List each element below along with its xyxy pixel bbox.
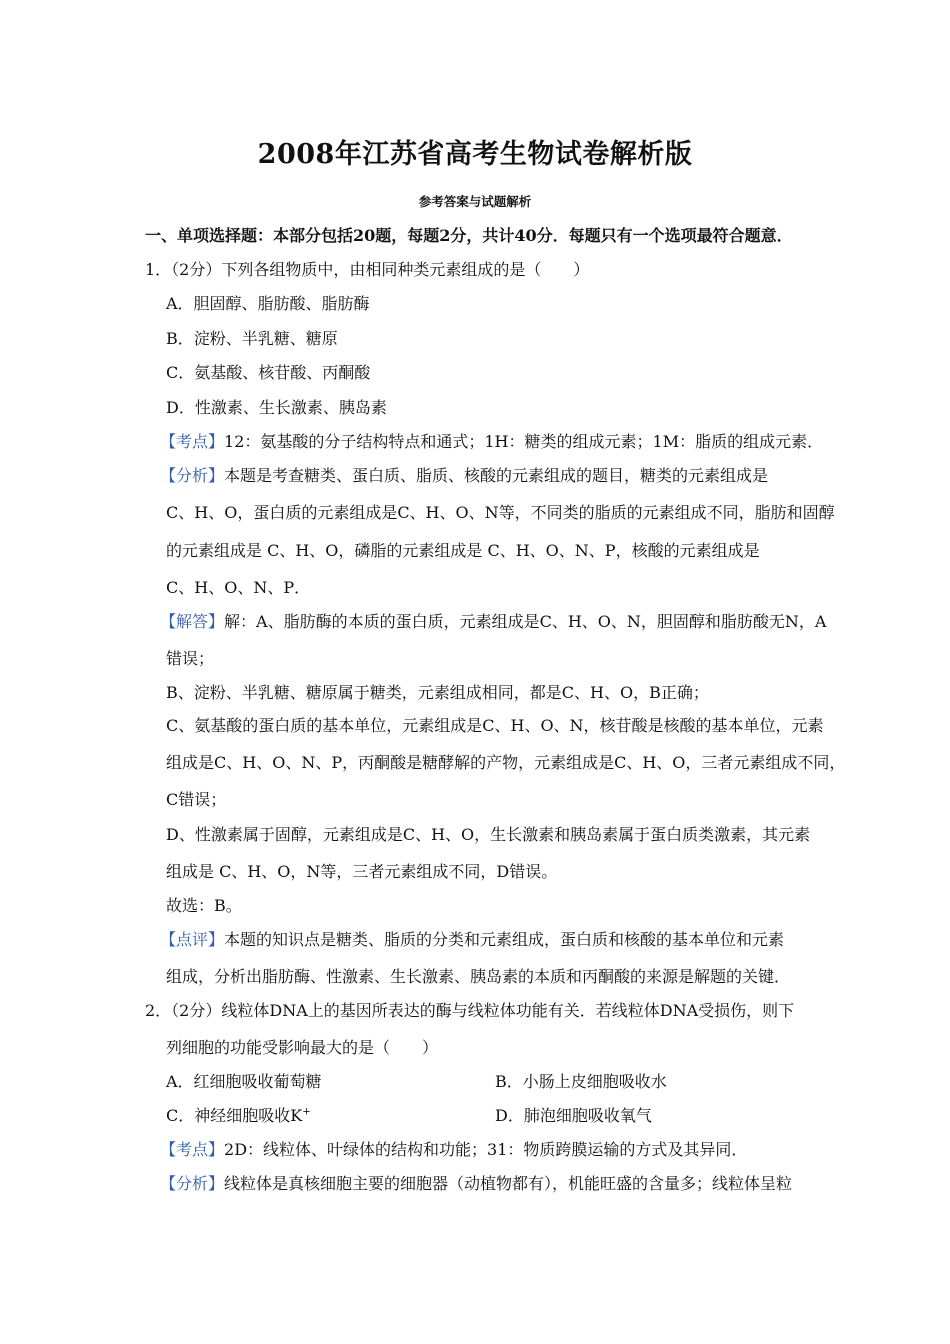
section-heading: 一、单项选择题：本部分包括20题，每题2分，共计40分．每题只有一个选项最符合题意． bbox=[145, 226, 793, 245]
jieda-line: C、氨基酸的蛋白质的基本单位，元素组成是C、H、O、N，核苷酸是核酸的基本单位，元素 bbox=[166, 716, 824, 735]
q1-jieda bbox=[160, 612, 826, 632]
jieda-line: 解：A、脂肪酶的本质的蛋白质，元素组成是C、H、O、N，胆固醇和脂肪酸无N，A bbox=[224, 612, 827, 631]
q2-fenxi bbox=[160, 1174, 792, 1194]
q1-fenxi bbox=[160, 466, 768, 486]
kaodian-tag: 【考点】 bbox=[160, 1140, 225, 1159]
jieda-line: B、淀粉、半乳糖、糖原属于糖类，元素组成相同，都是C、H、O，B正确； bbox=[166, 683, 709, 702]
q2-option-c-sup: + bbox=[302, 1106, 311, 1118]
jieda-line: 组成是 C、H、O，N等，三者元素组成不同，D错误。 bbox=[166, 862, 558, 881]
jieda-line: C错误； bbox=[166, 790, 227, 809]
q2-option-c bbox=[166, 1106, 311, 1126]
q1-option-b: B．淀粉、半乳糖、糖原 bbox=[166, 329, 338, 348]
q2-stem: 2．（2分）线粒体DNA上的基因所表达的酶与线粒体功能有关．若线粒体DNA受损伤，则下 bbox=[145, 1001, 795, 1020]
dianping-tag: 【点评】 bbox=[160, 930, 225, 949]
kaodian-text: 2D：线粒体、叶绿体的结构和功能；31：物质跨膜运输的方式及其异同． bbox=[224, 1140, 748, 1159]
q2-option-a: A．红细胞吸收葡萄糖 bbox=[166, 1072, 322, 1091]
fenxi-line: C、H、O、N、P． bbox=[166, 578, 311, 597]
q2-kaodian bbox=[160, 1140, 747, 1160]
fenxi-line: 的元素组成是 C、H、O，磷脂的元素组成是 C、H、O、N、P，核酸的元素组成是 bbox=[166, 541, 760, 560]
document-title: 2008年江苏省高考生物试卷解析版 bbox=[257, 139, 693, 170]
q2-stem: 列细胞的功能受影响最大的是（ ） bbox=[166, 1038, 439, 1057]
dianping-line: 本题的知识点是糖类、脂质的分类和元素组成，蛋白质和核酸的基本单位和元素 bbox=[224, 930, 785, 949]
q1-option-a: A．胆固醇、脂肪酸、脂肪酶 bbox=[166, 294, 370, 313]
jieda-line: 故选：B。 bbox=[166, 896, 242, 915]
q1-stem: 1．（2分）下列各组物质中，由相同种类元素组成的是（ ） bbox=[145, 260, 590, 279]
q1-option-c: C．氨基酸、核苷酸、丙酮酸 bbox=[166, 363, 371, 382]
fenxi-text: 线粒体是真核细胞主要的细胞器（动植物都有），机能旺盛的含量多；线粒体呈粒 bbox=[224, 1174, 793, 1193]
q2-option-d: D．肺泡细胞吸收氧气 bbox=[495, 1106, 652, 1125]
fenxi-line: 本题是考查糖类、蛋白质、脂质、核酸的元素组成的题目，糖类的元素组成是 bbox=[224, 466, 769, 485]
jieda-line: 组成是C、H、O、N、P，丙酮酸是糖酵解的产物，元素组成是C、H、O，三者元素组成不同， bbox=[166, 753, 846, 772]
q1-dianping bbox=[160, 930, 784, 950]
fenxi-tag: 【分析】 bbox=[160, 1174, 225, 1193]
q2-option-b: B．小肠上皮细胞吸收水 bbox=[495, 1072, 667, 1091]
fenxi-tag: 【分析】 bbox=[160, 466, 225, 485]
q1-kaodian bbox=[160, 432, 823, 452]
kaodian-tag: 【考点】 bbox=[160, 432, 225, 451]
jieda-line: D、性激素属于固醇，元素组成是C、H、O，生长激素和胰岛素属于蛋白质类激素，其元素 bbox=[166, 825, 811, 844]
q2-option-c-text: C．神经细胞吸收K bbox=[166, 1106, 303, 1125]
fenxi-line: C、H、O，蛋白质的元素组成是C、H、O、N等，不同类的脂质的元素组成不同，脂肪和固醇 bbox=[166, 503, 835, 522]
document-subtitle: 参考答案与试题解析 bbox=[418, 194, 532, 209]
jieda-tag: 【解答】 bbox=[160, 612, 225, 631]
dianping-line: 组成，分析出脂肪酶、性激素、生长激素、胰岛素的本质和丙酮酸的来源是解题的关键． bbox=[166, 967, 791, 986]
q1-option-d: D．性激素、生长激素、胰岛素 bbox=[166, 398, 387, 417]
jieda-line: 错误； bbox=[166, 649, 215, 668]
kaodian-text: 12：氨基酸的分子结构特点和通式；1H：糖类的组成元素；1M：脂质的组成元素． bbox=[224, 432, 824, 451]
